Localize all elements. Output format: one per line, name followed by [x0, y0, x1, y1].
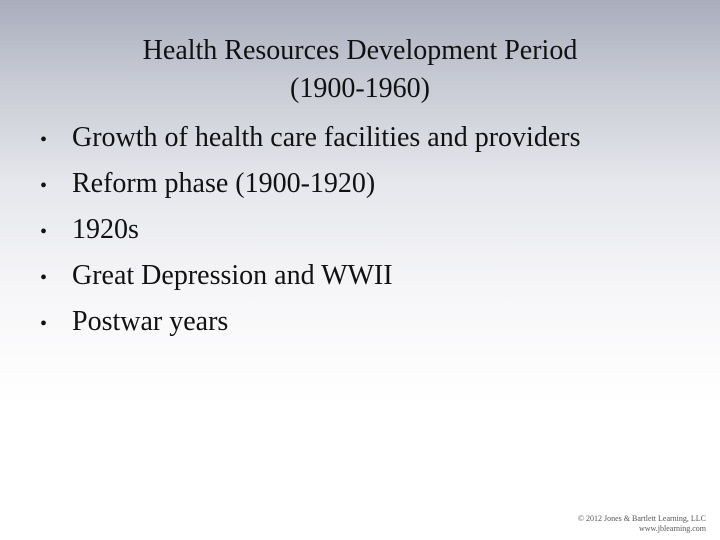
bullet-item: [40, 115, 700, 161]
bullet-item: [40, 253, 700, 299]
bullet-text: Postwar years: [72, 306, 229, 337]
copyright-url: www.jblearning.com: [638, 524, 706, 533]
bullet-text: Great Depression and WWII: [72, 260, 393, 291]
slide-title-line-1: Health Resources Development Period: [142, 35, 578, 66]
bullet-item: [40, 161, 700, 207]
bullet-icon: •: [40, 221, 48, 243]
slide-title: [80, 32, 640, 108]
bullet-text: Reform phase (1900-1920): [72, 168, 376, 199]
bullet-text: Growth of health care facilities and providers: [72, 122, 581, 153]
bullet-icon: •: [40, 129, 48, 151]
bullet-icon: •: [40, 175, 48, 197]
bullet-text: 1920s: [72, 214, 139, 245]
bullet-icon: •: [40, 313, 48, 335]
bullet-item: [40, 207, 700, 253]
bullet-list: [40, 115, 700, 345]
bullet-item: [40, 299, 700, 345]
slide-title-line-2: (1900-1960): [290, 73, 430, 104]
copyright-line: © 2012 Jones & Bartlett Learning, LLC: [577, 514, 706, 523]
bullet-icon: •: [40, 267, 48, 289]
copyright-notice: [578, 514, 706, 534]
